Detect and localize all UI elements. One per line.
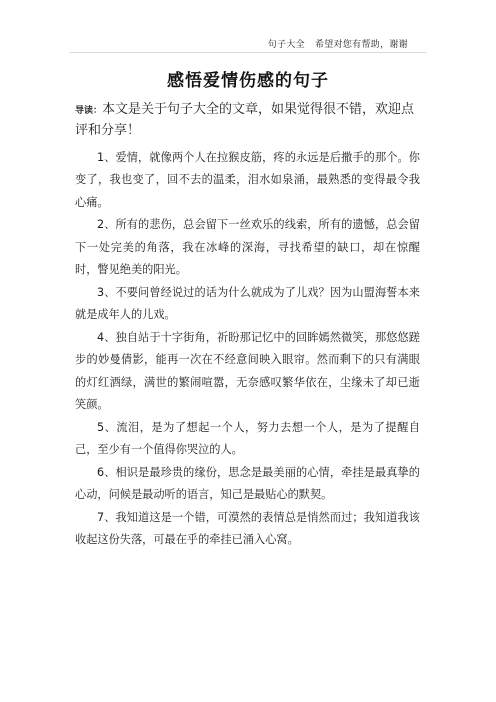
document-title: 感悟爱情伤感的句子 bbox=[167, 71, 329, 91]
intro-lead: 导读： bbox=[75, 106, 103, 116]
header-site-name: 句子大全 bbox=[267, 40, 305, 50]
sentence-paragraph-7: 7、我知道这是一个错，可漠然的表情总是悄然而过；我知道我该收起这份失落，可最在乎的牵挂已涌入心窝。 bbox=[75, 510, 420, 547]
header-divider bbox=[70, 52, 426, 53]
sentence-paragraph-5: 5、流泪，是为了想起一个人，努力去想一个人，是为了提醒自己，至少有一个值得你哭泣的人。 bbox=[75, 420, 420, 457]
sentence-paragraph-1: 1、爱情，就像两个人在拉猴皮筋，疼的永远是后撒手的那个。你变了，我也变了，回不去的温柔，泪水如泉涌，最熟悉的变得最令我心痛。 bbox=[75, 151, 420, 209]
sentence-paragraph-2: 2、所有的悲伤，总会留下一丝欢乐的线索，所有的遗憾，总会留下一处完美的角落，我在冰峰的深海，寻找希望的缺口，却在惊醒时，瞥见绝美的阳光。 bbox=[75, 218, 420, 277]
intro-paragraph bbox=[75, 100, 420, 141]
page-header bbox=[268, 37, 408, 50]
header-note: 希望对您有帮助，谢谢 bbox=[314, 40, 408, 50]
intro-text: 本文是关于句子大全的文章，如果觉得很不错，欢迎点评和分享！ bbox=[75, 102, 415, 138]
sentence-paragraph-3: 3、不要问曾经说过的话为什么就成为了儿戏？因为山盟海誓本来就是成年人的儿戏。 bbox=[75, 285, 420, 322]
document-body bbox=[75, 100, 420, 552]
sentence-paragraph-4: 4、独自站于十字街角，祈盼那记忆中的回眸嫣然微笑，那悠悠蹉步的妙曼倩影，能再一次在不经意间映入眼帘。然而剩下的只有满眼的灯红酒绿，满世的繁闹喧嚣，无奈感叹繁华依在，尘缘未了却已逝笑颜。 bbox=[75, 330, 420, 412]
sentence-paragraph-6: 6、相识是最珍贵的缘份，思念是最美丽的心情，牵挂是最真挚的心动，问候是最动听的语言，知己是最贴心的默契。 bbox=[75, 465, 420, 502]
